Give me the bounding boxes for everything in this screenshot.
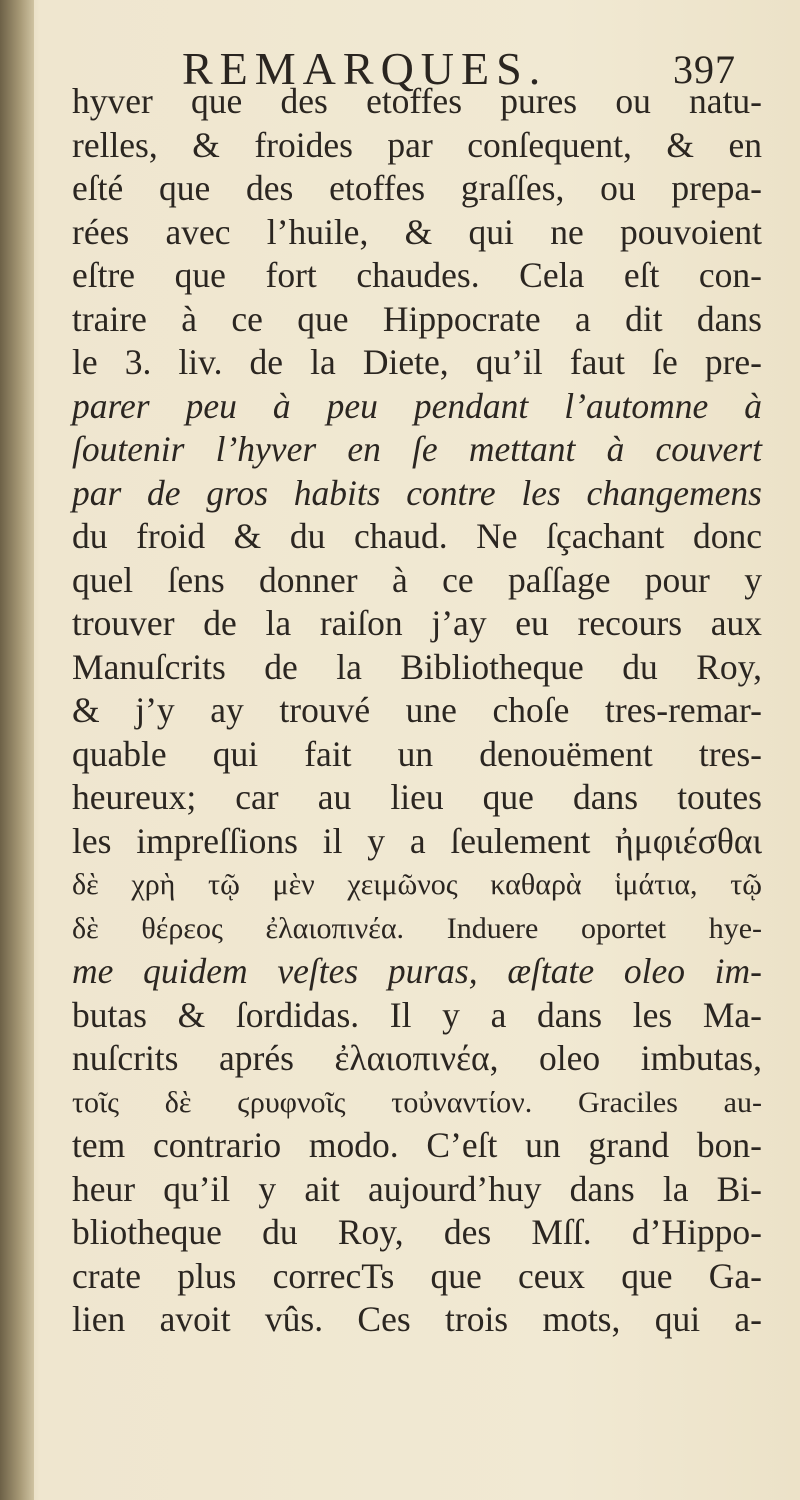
text-line: ſoutenir l’hyver en ſe mettant à couvert xyxy=(72,429,762,469)
text-line: heur qu’il y ait aujourd’huy dans la Bi- xyxy=(72,1168,762,1209)
text-line: nuſcrits aprés ἐλαιοπινέα, oleo imbutas, xyxy=(72,1038,762,1078)
text-line: quel ſens donner à ce paſſage pour y xyxy=(72,559,762,600)
page-gutter xyxy=(0,0,34,1500)
page-number: 397 xyxy=(673,47,736,92)
running-title: REMARQUES. xyxy=(182,43,548,94)
text-line: les impreſſions il y a ſeulement ἠμφιέσθαι xyxy=(72,820,762,861)
text-line: Manuſcrits de la Bibliotheque du Roy, xyxy=(72,646,762,687)
text-line: trouver de la raiſon j’ay eu recours aux xyxy=(72,603,762,643)
body-text xyxy=(72,80,762,1342)
text-line: me quidem veſtes puras, æſtate oleo im- xyxy=(72,951,762,991)
text-line: parer peu à peu pendant l’automne à xyxy=(72,385,762,426)
text-line: tem contrario modo. C’eſt un grand bon- xyxy=(72,1125,762,1165)
text-line: eſtre que fort chaudes. Cela eſt con- xyxy=(72,255,762,295)
text-line: heureux; car au lieu que dans toutes xyxy=(72,777,762,817)
text-line: eſté que des etoffes graſſes, ou prepa- xyxy=(72,168,762,208)
text-line: par de gros habits contre les changemens xyxy=(72,472,762,513)
greek-text-line: δὲ χρὴ τῷ μὲν χειμῶνος καθαρὰ ἱμάτια, τῷ xyxy=(72,868,762,901)
text-line: crate plus correcTs que ceux que Ga- xyxy=(72,1255,762,1296)
text-line: butas & ſordidas. Il y a dans les Ma- xyxy=(72,994,762,1035)
text-line: & j’y ay trouvé une choſe tres-remar- xyxy=(72,690,762,730)
text-line: bliotheque du Roy, des Mſſ. d’Hippo- xyxy=(72,1212,762,1252)
text-line: relles, & froides par conſequent, & en xyxy=(72,124,762,165)
text-line: rées avec l’huile, & qui ne pouvoient xyxy=(72,211,762,252)
text-line: traire à ce que Hippocrate a dit dans xyxy=(72,298,762,339)
text-line: hyver que des etoffes pures ou natu- xyxy=(72,81,762,121)
text-line: du froid & du chaud. Ne ſçachant donc xyxy=(72,516,762,556)
text-line: quable qui fait un denouëment tres- xyxy=(72,733,762,774)
text-line: lien avoit vûs. Ces trois mots, qui a- xyxy=(72,1299,762,1339)
text-line: le 3. liv. de la Diete, qu’il faut ſe pre- xyxy=(72,342,762,382)
greek-text-line: τοῖς δὲ ϛρυφνοῖς τοὐναντίον. Graciles au- xyxy=(72,1085,762,1119)
greek-text-line: δὲ θέρεος ἐλαιοπινέα. Induere oportet hye- xyxy=(72,911,762,945)
